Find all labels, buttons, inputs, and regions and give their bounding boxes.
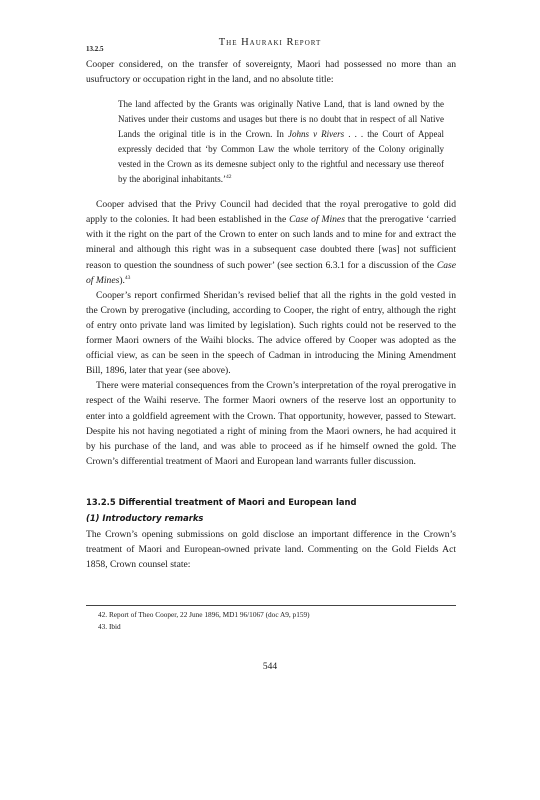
p2-text-c: ). [119, 274, 125, 286]
quote-text-a: The land affected by the Grants was originally Native Land, that is land owned by the Natives under their customs and usages but there is no doubt that in respect of all Native Lands the original title is in the Crown. In [118, 99, 444, 140]
quote-case-name: Johns v Rivers [288, 129, 345, 140]
paragraph-5: The Crown’s opening submissions on gold disclose an important difference in the Crown’s treatment of Maori and European-owned private land. Commenting on the Gold Fields Act 1858, Crown counsel state: [86, 528, 456, 571]
paragraph-1: Cooper considered, on the transfer of sovereignty, Maori had possessed no more than an usufructory or occupation right in the land, and no absolute title: [86, 59, 456, 86]
body-text [86, 57, 456, 572]
section-number: 13.2.5 [86, 45, 104, 53]
paragraph-4: There were material consequences from the Crown’s interpretation of the royal prerogative in respect of the Waihi reserve. The former Maori owners of the reserve lost an opportunity to enter into a goldfield agreement with the Crown. That opportunity, however, passed to Stewart. Despite his not having negotiated a right of mining from the Maori owners, he had acquired it by his purchase of the land, and was able to proceed as if he himself owned the gold. The Crown’s differential treatment of Maori and European land warrants fuller discussion. [86, 380, 456, 467]
running-head: The Hauraki Report [218, 37, 322, 48]
paragraph-2 [86, 197, 456, 288]
subsection-heading: (1) Introductory remarks [86, 512, 204, 523]
paragraph-3: Cooper’s report confirmed Sheridan’s revised belief that all the rights in the gold vested in the Crown by prerogative (including, according to Cooper, the right of entry, although the right of entry onto private land was limited by legislation). Such rights could not be reserved to the former Maori owners of the Waihi blocks. The advice offered by Cooper was adopted as the official view, as can be seen in the speech of Cadman in introducing the Mining Amendment Bill, 1896, later that year (see above). [86, 289, 456, 377]
footnote-ref-42: 42 [225, 174, 232, 181]
section-heading: 13.2.5 Differential treatment of Maori and European land [86, 496, 357, 507]
p2-text-b: that the prerogative ‘carried with it the right on the part of the Crown to enter on such lands and to mine for and extract the mineral and although this right was in a subsequent case doubted there [was] not sufficient reason to question the soundness of such power’ (see section 6.3.1 for a discussion of the [86, 214, 456, 271]
footnotes [86, 605, 456, 633]
page-number: 544 [262, 662, 278, 672]
block-quote [118, 97, 444, 187]
p2-case-1: Case of Mines [289, 214, 345, 226]
quote-text-b: . . . the Court of Appeal expressly decided that ‘by Common Law the whole territory of the Colony originally vested in the Crown as its demesne subject only to the rightful and necessary use thereof by the aboriginal inhabitants.’ [118, 129, 444, 185]
footnote-43: 43. Ibid [98, 622, 121, 631]
footnote-ref-43: 43 [124, 274, 131, 281]
p2-case-2: Case of Mines [86, 259, 456, 286]
footnote-42: 42. Report of Theo Cooper, 22 June 1896, MD1 96/1067 (doc A9, p159) [98, 610, 310, 619]
p2-text-a: Cooper advised that the Privy Council had decided that the royal prerogative to gold did apply to the colonies. It had been established in the [86, 199, 456, 226]
